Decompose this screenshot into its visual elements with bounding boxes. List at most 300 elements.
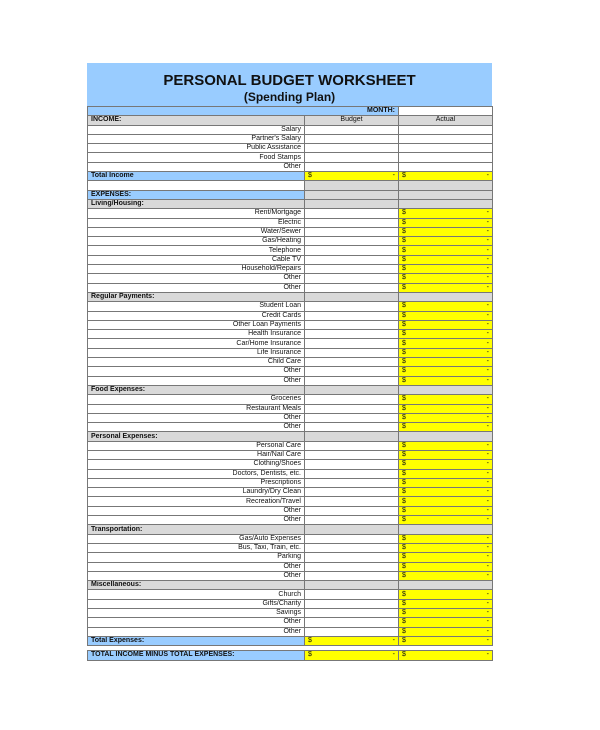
- currency-symbol: $: [402, 627, 406, 635]
- actual-amount[interactable]: [399, 265, 493, 274]
- budget-input[interactable]: [305, 246, 399, 255]
- actual-amount[interactable]: [399, 450, 493, 459]
- currency-symbol: $: [402, 367, 406, 375]
- amount-value: -: [486, 358, 489, 366]
- actual-amount[interactable]: [399, 209, 493, 218]
- income-row: [88, 144, 493, 153]
- currency-symbol: $: [402, 553, 406, 561]
- section-actual-blank: [399, 199, 493, 208]
- budget-input[interactable]: [305, 534, 399, 543]
- actual-amount[interactable]: [399, 376, 493, 385]
- expense-row: [88, 441, 493, 450]
- budget-input[interactable]: [305, 460, 399, 469]
- budget-input[interactable]: [305, 153, 399, 162]
- expense-item-label: Groceries: [88, 395, 305, 404]
- section-actual-blank: [399, 525, 493, 534]
- amount-value: -: [486, 506, 489, 514]
- actual-amount[interactable]: [399, 506, 493, 515]
- budget-input[interactable]: [305, 265, 399, 274]
- expense-row: [88, 618, 493, 627]
- expense-row: [88, 423, 493, 432]
- section-actual-blank: [399, 292, 493, 301]
- currency-symbol: $: [402, 488, 406, 496]
- amount-value: -: [486, 488, 489, 496]
- month-label: MONTH:: [88, 107, 399, 116]
- budget-input[interactable]: [305, 571, 399, 580]
- budget-input[interactable]: [305, 311, 399, 320]
- budget-input[interactable]: [305, 618, 399, 627]
- expense-row: [88, 348, 493, 357]
- expense-item-label: Restaurant Meals: [88, 404, 305, 413]
- expense-item-label: Other: [88, 627, 305, 636]
- actual-amount[interactable]: [399, 469, 493, 478]
- expense-row: [88, 320, 493, 329]
- budget-input[interactable]: [305, 255, 399, 264]
- expense-row: [88, 246, 493, 255]
- expense-row: [88, 367, 493, 376]
- net-total-actual[interactable]: [399, 651, 493, 660]
- budget-input[interactable]: [305, 497, 399, 506]
- actual-amount[interactable]: [399, 395, 493, 404]
- currency-symbol: $: [402, 218, 406, 226]
- currency-symbol: $: [402, 562, 406, 570]
- currency-symbol: $: [402, 311, 406, 319]
- expense-item-label: Other: [88, 571, 305, 580]
- actual-amount[interactable]: [399, 423, 493, 432]
- actual-amount[interactable]: [399, 599, 493, 608]
- budget-input[interactable]: [305, 330, 399, 339]
- currency-symbol: $: [308, 637, 312, 645]
- actual-input[interactable]: [399, 162, 493, 171]
- expense-item-label: Recreation/Travel: [88, 497, 305, 506]
- expense-row: [88, 302, 493, 311]
- currency-symbol: $: [402, 609, 406, 617]
- expense-row: [88, 237, 493, 246]
- expense-row: [88, 413, 493, 422]
- budget-input[interactable]: [305, 376, 399, 385]
- actual-amount[interactable]: [399, 330, 493, 339]
- budget-input[interactable]: [305, 413, 399, 422]
- total-expenses-actual[interactable]: [399, 636, 493, 645]
- expense-item-label: Other: [88, 516, 305, 525]
- amount-value: -: [486, 571, 489, 579]
- currency-symbol: $: [402, 376, 406, 384]
- amount-value: -: [486, 479, 489, 487]
- expense-item-label: Church: [88, 590, 305, 599]
- budget-input[interactable]: [305, 395, 399, 404]
- total-income-budget[interactable]: [305, 172, 399, 181]
- expense-row: [88, 209, 493, 218]
- amount-value: -: [486, 274, 489, 282]
- expense-row: [88, 571, 493, 580]
- section-header: Miscellaneous:: [88, 581, 305, 590]
- budget-input[interactable]: [305, 562, 399, 571]
- section-budget-blank: [305, 292, 399, 301]
- budget-input[interactable]: [305, 488, 399, 497]
- expense-item-label: Child Care: [88, 358, 305, 367]
- budget-input[interactable]: [305, 125, 399, 134]
- expense-item-label: Student Loan: [88, 302, 305, 311]
- expense-item-label: Other: [88, 413, 305, 422]
- expense-item-label: Household/Repairs: [88, 265, 305, 274]
- expense-item-label: Parking: [88, 553, 305, 562]
- currency-symbol: $: [402, 246, 406, 254]
- expense-item-label: Bus, Taxi, Train, etc.: [88, 543, 305, 552]
- section-budget-blank: [305, 525, 399, 534]
- actual-amount[interactable]: [399, 516, 493, 525]
- actual-amount[interactable]: [399, 283, 493, 292]
- amount-value: -: [486, 320, 489, 328]
- amount-value: -: [486, 590, 489, 598]
- actual-amount[interactable]: [399, 246, 493, 255]
- currency-symbol: $: [402, 423, 406, 431]
- currency-symbol: $: [402, 451, 406, 459]
- actual-amount[interactable]: [399, 571, 493, 580]
- expense-row: [88, 478, 493, 487]
- expense-item-label: Other: [88, 283, 305, 292]
- expense-row: [88, 450, 493, 459]
- budget-input[interactable]: [305, 302, 399, 311]
- actual-amount[interactable]: [399, 227, 493, 236]
- currency-symbol: $: [402, 497, 406, 505]
- month-input[interactable]: [399, 107, 493, 116]
- section-header: Regular Payments:: [88, 292, 305, 301]
- expense-item-label: Gifts/Charity: [88, 599, 305, 608]
- budget-input[interactable]: [305, 218, 399, 227]
- actual-amount[interactable]: [399, 488, 493, 497]
- amount-value: -: [486, 609, 489, 617]
- income-row: [88, 153, 493, 162]
- amount-value: -: [486, 553, 489, 561]
- actual-amount[interactable]: [399, 441, 493, 450]
- expense-row: [88, 395, 493, 404]
- worksheet-title: PERSONAL BUDGET WORKSHEET: [163, 72, 416, 89]
- actual-input[interactable]: [399, 153, 493, 162]
- expense-item-label: Gas/Auto Expenses: [88, 534, 305, 543]
- amount-value: -: [486, 460, 489, 468]
- spacer-cell: [399, 181, 493, 190]
- expense-row: [88, 358, 493, 367]
- amount-value: -: [486, 534, 489, 542]
- amount-value: -: [486, 228, 489, 235]
- actual-amount[interactable]: [399, 627, 493, 636]
- amount-value: -: [392, 637, 395, 645]
- budget-input[interactable]: [305, 162, 399, 171]
- income-header: INCOME:: [88, 116, 305, 125]
- currency-symbol: $: [402, 469, 406, 477]
- worksheet-subtitle: (Spending Plan): [243, 90, 336, 104]
- expense-item-label: Electric: [88, 218, 305, 227]
- actual-amount[interactable]: [399, 478, 493, 487]
- budget-input[interactable]: [305, 478, 399, 487]
- expense-row: [88, 311, 493, 320]
- expense-row: [88, 339, 493, 348]
- title-block: [87, 63, 492, 106]
- section-header: Living/Housing:: [88, 199, 305, 208]
- expense-row: [88, 553, 493, 562]
- expense-item-label: Other: [88, 506, 305, 515]
- amount-value: -: [486, 599, 489, 607]
- expense-row: [88, 599, 493, 608]
- income-item-label: Public Assistance: [88, 144, 305, 153]
- amount-value: -: [486, 395, 489, 403]
- section-budget-blank: [305, 190, 399, 199]
- expense-row: [88, 404, 493, 413]
- expense-item-label: Car/Home Insurance: [88, 339, 305, 348]
- budget-input[interactable]: [305, 237, 399, 246]
- amount-value: -: [486, 618, 489, 626]
- expense-row: [88, 227, 493, 236]
- budget-input[interactable]: [305, 609, 399, 618]
- budget-input[interactable]: [305, 441, 399, 450]
- expense-item-label: Other: [88, 618, 305, 627]
- expense-row: [88, 534, 493, 543]
- expense-item-label: Other: [88, 367, 305, 376]
- expense-row: [88, 497, 493, 506]
- amount-value: -: [486, 516, 489, 524]
- currency-symbol: $: [402, 255, 406, 263]
- income-row: [88, 125, 493, 134]
- section-header: Transportation:: [88, 525, 305, 534]
- currency-symbol: $: [402, 265, 406, 273]
- actual-amount[interactable]: [399, 534, 493, 543]
- actual-amount[interactable]: [399, 358, 493, 367]
- section-budget-blank: [305, 581, 399, 590]
- expense-item-label: Hair/Nail Care: [88, 450, 305, 459]
- actual-column-header: Actual: [399, 116, 493, 125]
- expense-item-label: Gas/Heating: [88, 237, 305, 246]
- currency-symbol: $: [402, 506, 406, 514]
- section-header-row: [88, 292, 493, 301]
- currency-symbol: $: [402, 637, 406, 645]
- actual-amount[interactable]: [399, 562, 493, 571]
- actual-amount[interactable]: [399, 367, 493, 376]
- currency-symbol: $: [308, 172, 312, 180]
- actual-input[interactable]: [399, 125, 493, 134]
- currency-symbol: $: [402, 237, 406, 245]
- currency-symbol: $: [402, 274, 406, 282]
- section-header-row: [88, 581, 493, 590]
- actual-amount[interactable]: [399, 618, 493, 627]
- currency-symbol: $: [402, 534, 406, 542]
- actual-amount[interactable]: [399, 311, 493, 320]
- amount-value: -: [486, 265, 489, 273]
- currency-symbol: $: [402, 348, 406, 356]
- amount-value: -: [486, 348, 489, 356]
- actual-input[interactable]: [399, 134, 493, 143]
- currency-symbol: $: [402, 320, 406, 328]
- actual-amount[interactable]: [399, 237, 493, 246]
- expense-item-label: Water/Sewer: [88, 227, 305, 236]
- budget-input[interactable]: [305, 274, 399, 283]
- currency-symbol: $: [402, 651, 406, 659]
- amount-value: -: [486, 367, 489, 375]
- budget-input[interactable]: [305, 358, 399, 367]
- actual-amount[interactable]: [399, 460, 493, 469]
- expense-row: [88, 488, 493, 497]
- actual-amount[interactable]: [399, 609, 493, 618]
- budget-input[interactable]: [305, 599, 399, 608]
- expense-item-label: Other: [88, 562, 305, 571]
- section-actual-blank: [399, 385, 493, 394]
- actual-amount[interactable]: [399, 348, 493, 357]
- amount-value: -: [392, 172, 395, 180]
- income-item-label: Food Stamps: [88, 153, 305, 162]
- income-header-row: [88, 116, 493, 125]
- expense-item-label: Cable TV: [88, 255, 305, 264]
- actual-amount[interactable]: [399, 218, 493, 227]
- budget-input[interactable]: [305, 404, 399, 413]
- currency-symbol: $: [402, 479, 406, 487]
- budget-worksheet: [87, 63, 492, 661]
- currency-symbol: $: [402, 590, 406, 598]
- expense-item-label: Credit Cards: [88, 311, 305, 320]
- income-item-label: Salary: [88, 125, 305, 134]
- actual-amount[interactable]: [399, 302, 493, 311]
- currency-symbol: $: [402, 228, 406, 235]
- expense-row: [88, 627, 493, 636]
- section-header-row: [88, 385, 493, 394]
- section-header-row: [88, 432, 493, 441]
- section-budget-blank: [305, 199, 399, 208]
- amount-value: -: [486, 209, 489, 217]
- amount-value: -: [486, 302, 489, 310]
- currency-symbol: $: [402, 404, 406, 412]
- amount-value: -: [486, 255, 489, 263]
- budget-table: [87, 106, 493, 661]
- actual-amount[interactable]: [399, 553, 493, 562]
- expense-row: [88, 265, 493, 274]
- expense-row: [88, 283, 493, 292]
- expense-item-label: Telephone: [88, 246, 305, 255]
- actual-amount[interactable]: [399, 339, 493, 348]
- month-row: [88, 107, 493, 116]
- spacer-cell: [305, 181, 399, 190]
- total-income-row: [88, 172, 493, 181]
- budget-input[interactable]: [305, 144, 399, 153]
- budget-input[interactable]: [305, 283, 399, 292]
- currency-symbol: $: [402, 358, 406, 366]
- actual-amount[interactable]: [399, 320, 493, 329]
- section-budget-blank: [305, 432, 399, 441]
- budget-input[interactable]: [305, 469, 399, 478]
- currency-symbol: $: [402, 339, 406, 347]
- expense-row: [88, 506, 493, 515]
- amount-value: -: [486, 218, 489, 226]
- expense-item-label: Personal Care: [88, 441, 305, 450]
- spacer-cell: [88, 181, 305, 190]
- currency-symbol: $: [402, 544, 406, 552]
- total-expenses-budget[interactable]: [305, 636, 399, 645]
- expense-item-label: Clothing/Shoes: [88, 460, 305, 469]
- section-header-row: [88, 199, 493, 208]
- budget-input[interactable]: [305, 348, 399, 357]
- currency-symbol: $: [402, 618, 406, 626]
- budget-input[interactable]: [305, 320, 399, 329]
- section-actual-blank: [399, 190, 493, 199]
- currency-symbol: $: [402, 209, 406, 217]
- expense-item-label: Prescriptions: [88, 478, 305, 487]
- expense-row: [88, 543, 493, 552]
- budget-input[interactable]: [305, 590, 399, 599]
- section-header: Personal Expenses:: [88, 432, 305, 441]
- actual-amount[interactable]: [399, 543, 493, 552]
- total-income-actual[interactable]: [399, 172, 493, 181]
- expense-item-label: Other Loan Payments: [88, 320, 305, 329]
- budget-input[interactable]: [305, 423, 399, 432]
- expense-row: [88, 516, 493, 525]
- amount-value: -: [486, 237, 489, 245]
- amount-value: -: [486, 376, 489, 384]
- expense-row: [88, 330, 493, 339]
- budget-input[interactable]: [305, 627, 399, 636]
- expense-item-label: Rent/Mortgage: [88, 209, 305, 218]
- amount-value: -: [486, 330, 489, 338]
- amount-value: -: [392, 651, 395, 659]
- currency-symbol: $: [402, 395, 406, 403]
- actual-amount[interactable]: [399, 404, 493, 413]
- actual-amount[interactable]: [399, 274, 493, 283]
- amount-value: -: [486, 172, 489, 180]
- budget-input[interactable]: [305, 134, 399, 143]
- actual-amount[interactable]: [399, 590, 493, 599]
- amount-value: -: [486, 637, 489, 645]
- currency-symbol: $: [308, 651, 312, 659]
- amount-value: -: [486, 651, 489, 659]
- total-expenses-label: Total Expenses:: [88, 636, 305, 645]
- expense-row: [88, 255, 493, 264]
- expense-item-label: Other: [88, 423, 305, 432]
- total-income-label: Total Income: [88, 172, 305, 181]
- spacer-row: [88, 181, 493, 190]
- budget-input[interactable]: [305, 553, 399, 562]
- expense-item-label: Life Insurance: [88, 348, 305, 357]
- actual-amount[interactable]: [399, 497, 493, 506]
- expense-row: [88, 609, 493, 618]
- amount-value: -: [486, 311, 489, 319]
- expenses-header: EXPENSES:: [88, 190, 305, 199]
- amount-value: -: [486, 497, 489, 505]
- budget-input[interactable]: [305, 506, 399, 515]
- amount-value: -: [486, 404, 489, 412]
- expense-item-label: Doctors, Dentists, etc.: [88, 469, 305, 478]
- net-total-budget[interactable]: [305, 651, 399, 660]
- amount-value: -: [486, 441, 489, 449]
- actual-amount[interactable]: [399, 413, 493, 422]
- section-header: Food Expenses:: [88, 385, 305, 394]
- budget-input[interactable]: [305, 339, 399, 348]
- amount-value: -: [486, 413, 489, 421]
- budget-column-header: Budget: [305, 116, 399, 125]
- amount-value: -: [486, 627, 489, 635]
- income-row: [88, 162, 493, 171]
- budget-input[interactable]: [305, 516, 399, 525]
- budget-input[interactable]: [305, 367, 399, 376]
- expense-item-label: Other: [88, 274, 305, 283]
- expense-row: [88, 274, 493, 283]
- actual-input[interactable]: [399, 144, 493, 153]
- currency-symbol: $: [402, 571, 406, 579]
- budget-input[interactable]: [305, 209, 399, 218]
- budget-input[interactable]: [305, 450, 399, 459]
- budget-input[interactable]: [305, 543, 399, 552]
- income-item-label: Partner's Salary: [88, 134, 305, 143]
- budget-input[interactable]: [305, 227, 399, 236]
- currency-symbol: $: [402, 413, 406, 421]
- net-total-row: [88, 651, 493, 660]
- actual-amount[interactable]: [399, 255, 493, 264]
- section-header-row: [88, 525, 493, 534]
